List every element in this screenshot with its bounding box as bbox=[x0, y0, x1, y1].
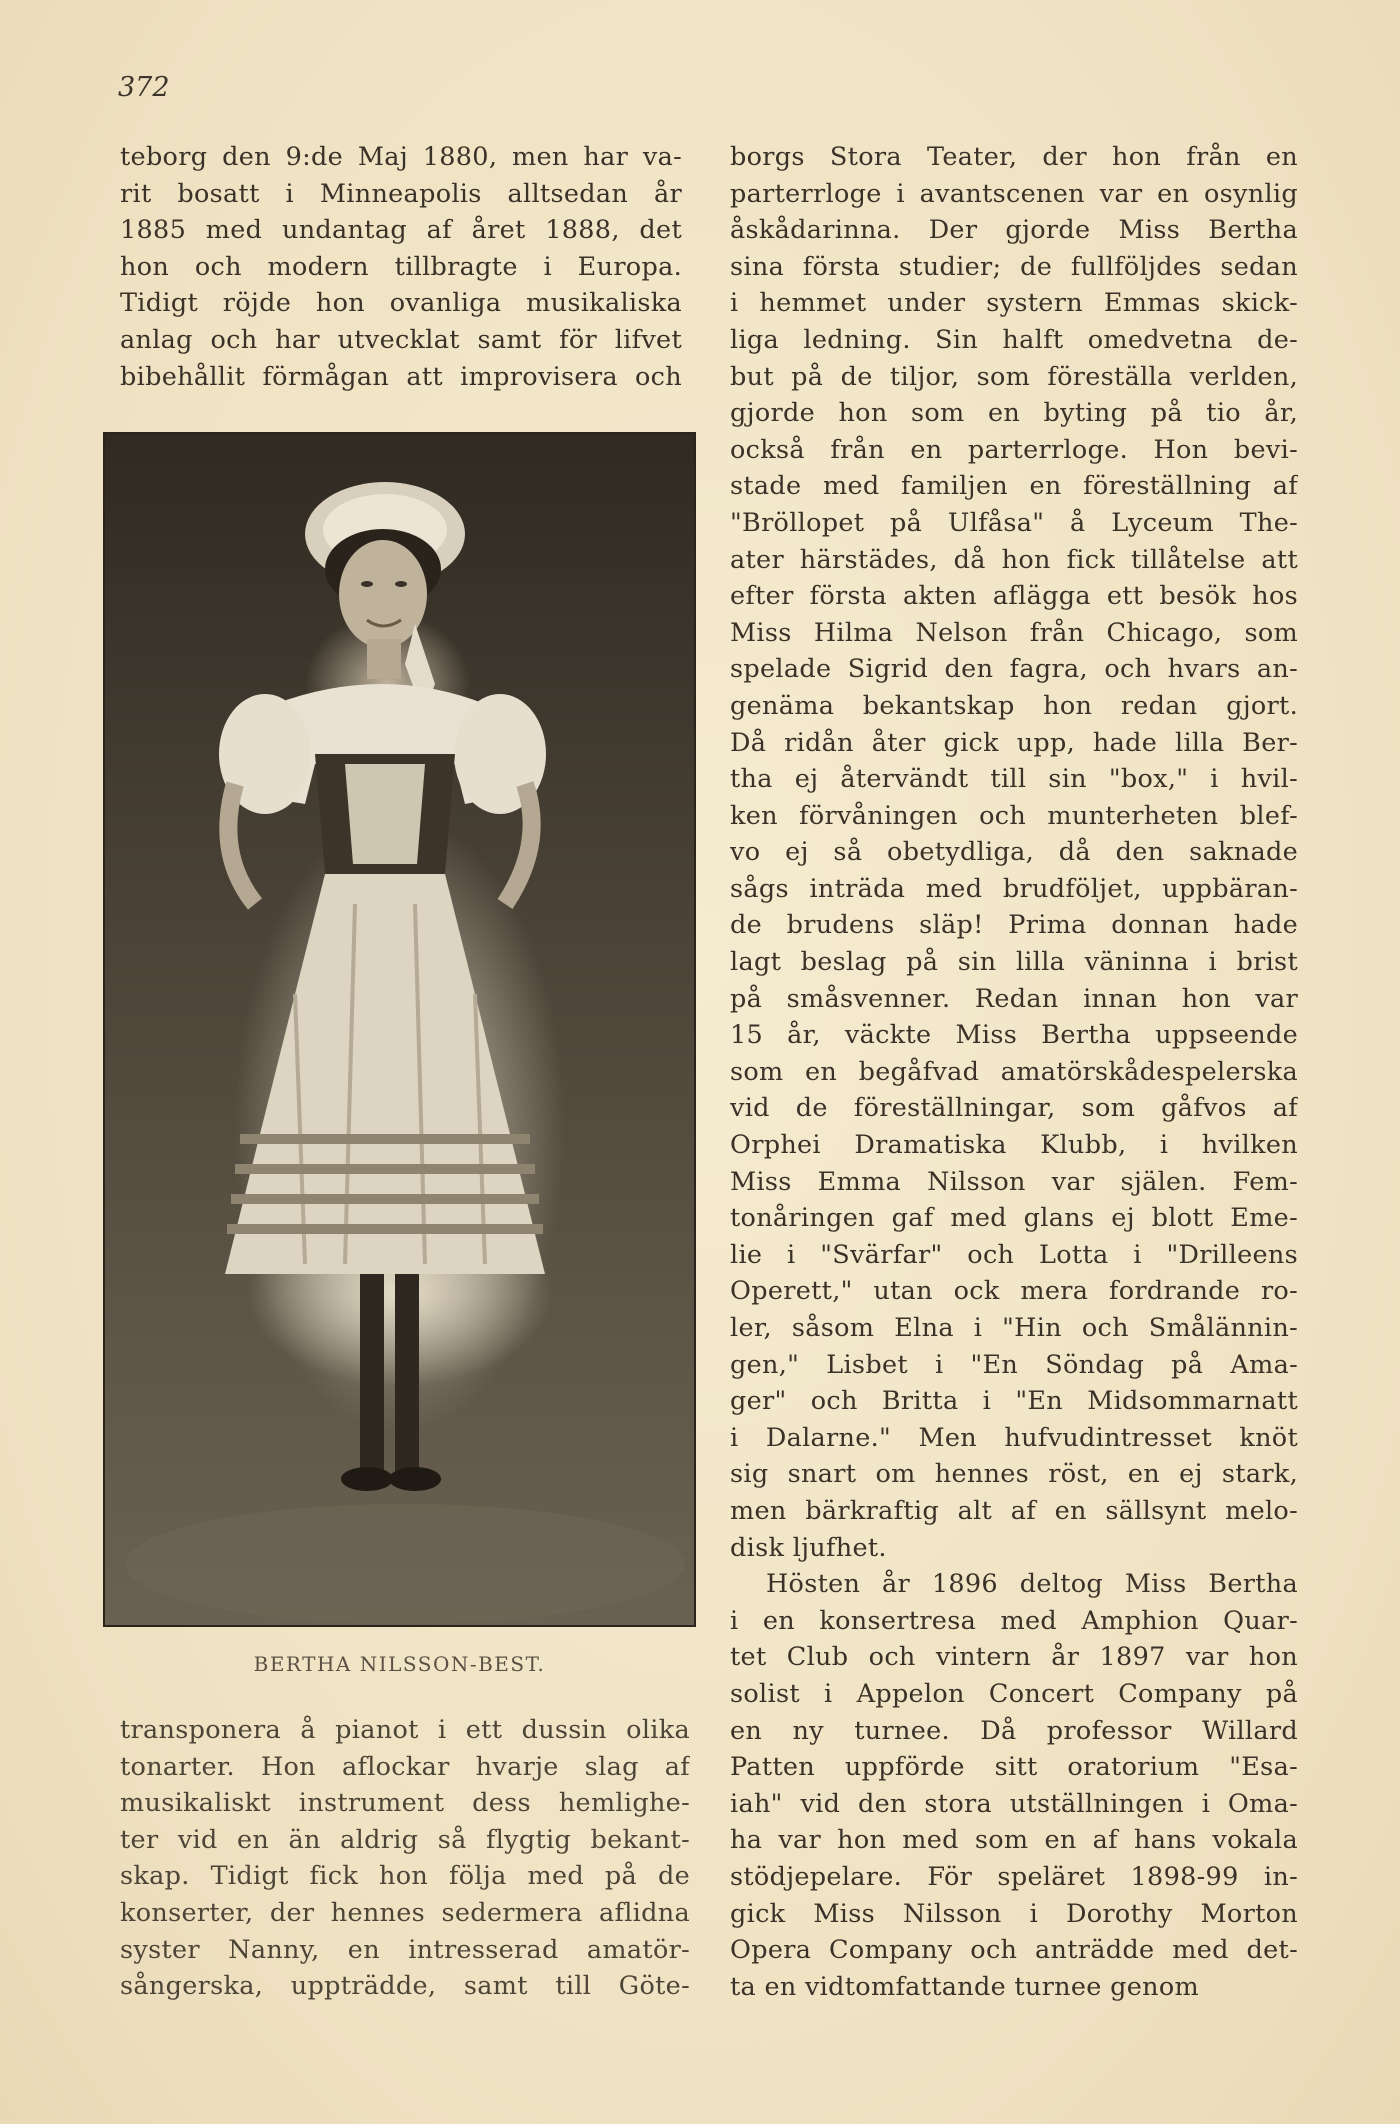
text-line: Då ridån åter gick upp, hade lilla Ber- bbox=[730, 727, 1298, 758]
text-line: "Bröllopet på Ulfåsa" å Lyceum The- bbox=[730, 507, 1298, 538]
text-line: musikaliskt instrument dess hemlighe- bbox=[120, 1788, 690, 1819]
text-line: rit bosatt i Minneapolis alltsedan år bbox=[120, 178, 682, 209]
text-line: som en begåfvad amatörskådespelerska bbox=[730, 1056, 1298, 1087]
text-line: tonarter. Hon aflockar hvarje slag af bbox=[120, 1751, 690, 1782]
portrait-figure-illustration bbox=[105, 434, 694, 1625]
left-column-bottom-text bbox=[120, 1712, 690, 2005]
text-line: tonåringen gaf med glans ej blott Eme- bbox=[730, 1203, 1298, 1234]
text-line: hon och modern tillbragte i Europa. bbox=[120, 251, 682, 282]
text-line: sågs inträda med brudföljet, uppbäran- bbox=[730, 873, 1298, 904]
text-line: konserter, der hennes sedermera aflidna bbox=[120, 1897, 690, 1928]
text-line: lagt beslag på sin lilla väninna i brist bbox=[730, 947, 1298, 978]
text-line: vid de föreställningar, som gåfvos af bbox=[730, 1093, 1298, 1124]
text-line: parterrloge i avantscenen var en osynlig bbox=[730, 178, 1298, 209]
text-line: ta en vidtomfattande turnee genom bbox=[730, 1971, 1199, 2002]
text-line: men bärkraftig alt af en sällsynt melo- bbox=[730, 1495, 1298, 1526]
text-line: ken förvåningen och munterheten blef- bbox=[730, 800, 1298, 831]
text-line: vo ej så obetydliga, då den saknade bbox=[730, 837, 1298, 868]
text-line: borgs Stora Teater, der hon från en bbox=[730, 142, 1298, 172]
text-line: sångerska, uppträdde, samt till Göte- bbox=[120, 1971, 690, 2002]
text-line: ger" och Britta i "En Midsommarnatt bbox=[730, 1386, 1298, 1417]
text-line: bibehållit förmågan att improvisera och bbox=[120, 361, 682, 392]
text-line: gick Miss Nilsson i Dorothy Morton bbox=[730, 1898, 1298, 1929]
text-line: ha var hon med som en af hans vokala bbox=[730, 1825, 1298, 1856]
text-line: åskådarinna. Der gjorde Miss Bertha bbox=[730, 215, 1298, 246]
text-line: Tidigt röjde hon ovanliga musikaliska bbox=[120, 288, 682, 319]
text-line: skap. Tidigt fick hon följa med på de bbox=[120, 1861, 690, 1892]
text-line: sig snart om hennes röst, en ej stark, bbox=[730, 1459, 1298, 1490]
text-line: Miss Hilma Nelson från Chicago, som bbox=[730, 617, 1298, 648]
text-line: spelade Sigrid den fagra, och hvars an- bbox=[730, 654, 1298, 685]
text-line: liga ledning. Sin halft omedvetna de- bbox=[730, 324, 1298, 355]
text-line: genäma bekantskap hon redan gjort. bbox=[730, 690, 1298, 721]
text-line: transponera å pianot i ett dussin olika bbox=[120, 1715, 690, 1745]
photo-caption: BERTHA NILSSON-BEST. bbox=[253, 1652, 546, 1676]
text-line: tha ej återvändt till sin "box," i hvil- bbox=[730, 764, 1298, 795]
text-line: ater härstädes, då hon fick tillåtelse att bbox=[730, 544, 1298, 575]
text-line: ter vid en än aldrig så flygtig bekant- bbox=[120, 1824, 690, 1855]
text-line: stödjepelare. För speläret 1898-99 in- bbox=[730, 1861, 1298, 1892]
text-line: teborg den 9:de Maj 1880, men har va- bbox=[120, 142, 682, 172]
text-line: i en konsertresa med Amphion Quar- bbox=[730, 1605, 1298, 1636]
text-line: på småsvenner. Redan innan hon var bbox=[730, 983, 1298, 1014]
text-line: ler, såsom Elna i "Hin och Smålännin- bbox=[730, 1313, 1298, 1343]
text-line: 15 år, väckte Miss Bertha uppseende bbox=[730, 1020, 1298, 1051]
text-line: en ny turnee. Då professor Willard bbox=[730, 1715, 1298, 1746]
text-line: stade med familjen en föreställning af bbox=[730, 471, 1298, 502]
text-line: också från en parterrloge. Hon bevi- bbox=[730, 434, 1298, 465]
text-line: disk ljufhet. bbox=[730, 1532, 887, 1563]
portrait-photo bbox=[103, 432, 696, 1627]
text-line: i hemmet under systern Emmas skick- bbox=[730, 288, 1298, 319]
text-line: de brudens släp! Prima donnan hade bbox=[730, 910, 1298, 941]
text-line: 1885 med undantag af året 1888, det bbox=[120, 215, 682, 246]
text-line: lie i "Svärfar" och Lotta i "Drilleens bbox=[730, 1239, 1298, 1270]
text-line: syster Nanny, en intresserad amatör- bbox=[120, 1934, 690, 1965]
text-line: Hösten år 1896 deltog Miss Bertha bbox=[766, 1569, 1298, 1600]
text-line: Operett," utan ock mera fordrande ro- bbox=[730, 1276, 1298, 1307]
text-line: Miss Emma Nilsson var själen. Fem- bbox=[730, 1166, 1298, 1197]
text-line: Orphei Dramatiska Klubb, i hvilken bbox=[730, 1130, 1298, 1161]
text-line: solist i Appelon Concert Company på bbox=[730, 1678, 1298, 1709]
text-line: but på de tiljor, som föreställa verlden, bbox=[730, 361, 1298, 392]
text-line: Opera Company och anträdde med det- bbox=[730, 1935, 1298, 1966]
right-column-text bbox=[730, 139, 1298, 2005]
left-column-top-text bbox=[120, 139, 682, 395]
text-line: anlag och har utvecklat samt för lifvet bbox=[120, 324, 682, 355]
text-line: sina första studier; de fullföljdes sedan bbox=[730, 251, 1298, 282]
text-line: iah" vid den stora utställningen i Oma- bbox=[730, 1788, 1298, 1819]
text-line: Patten uppförde sitt oratorium "Esa- bbox=[730, 1752, 1298, 1783]
text-line: tet Club och vintern år 1897 var hon bbox=[730, 1642, 1298, 1673]
text-line: i Dalarne." Men hufvudintresset knöt bbox=[730, 1422, 1298, 1453]
text-line: gjorde hon som en byting på tio år, bbox=[730, 398, 1298, 429]
page-number: 372 bbox=[118, 72, 170, 103]
text-line: efter första akten aflägga ett besök hos bbox=[730, 581, 1298, 612]
text-line: gen," Lisbet i "En Söndag på Ama- bbox=[730, 1349, 1298, 1380]
